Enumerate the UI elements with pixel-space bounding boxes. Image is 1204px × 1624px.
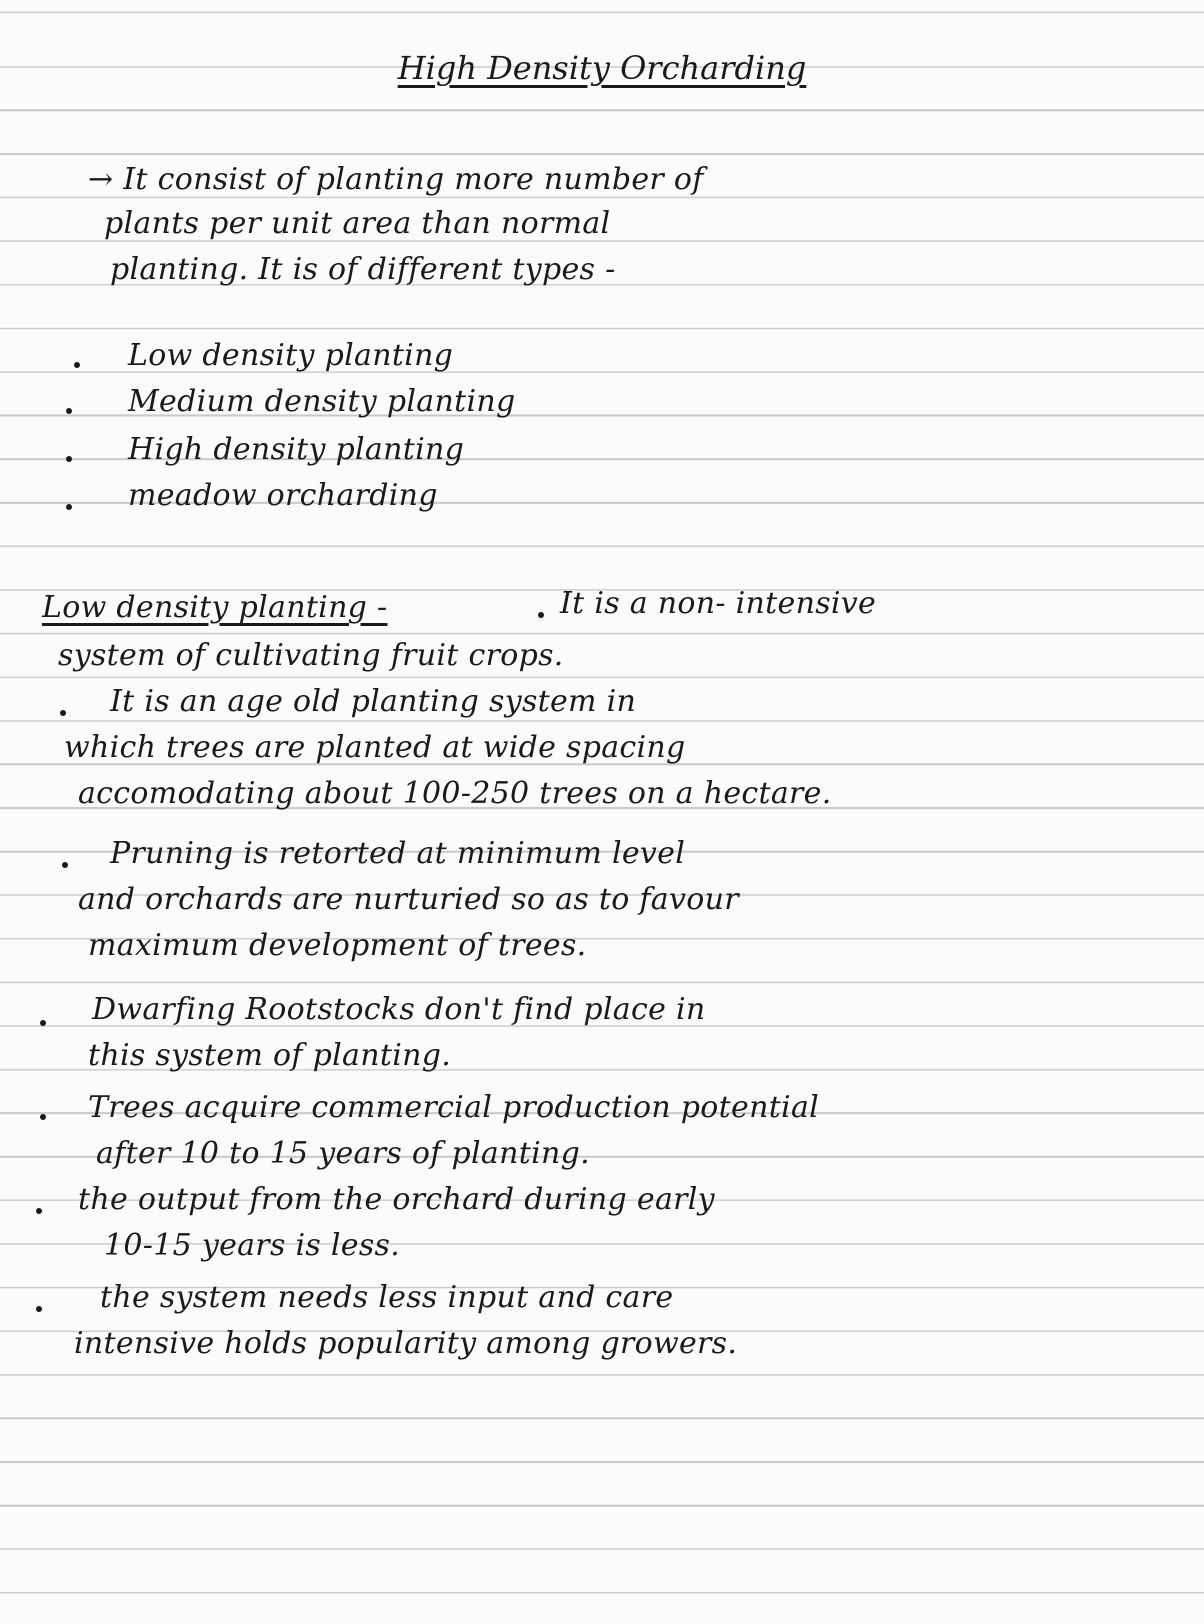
bullet-4-line-1: Trees acquire commercial production potential bbox=[88, 1090, 820, 1125]
bullet-dot bbox=[538, 612, 544, 618]
intro-line-1: → It consist of planting more number of bbox=[88, 162, 704, 197]
type-item-low: Low density planting bbox=[128, 338, 454, 373]
bullet-2-line-1: Pruning is retorted at minimum level bbox=[110, 836, 686, 871]
intro-line-3: planting. It is of different types - bbox=[110, 252, 616, 287]
type-item-high: High density planting bbox=[128, 432, 465, 467]
section-heading-low-density: Low density planting - bbox=[42, 590, 388, 625]
bullet-6-line-2: intensive holds popularity among growers. bbox=[74, 1326, 738, 1361]
page-title-text: High Density Orcharding bbox=[397, 49, 807, 87]
bullet-dot bbox=[40, 1020, 46, 1026]
intro-line-2: plants per unit area than normal bbox=[104, 206, 611, 241]
bullet-dot bbox=[36, 1208, 42, 1214]
bullet-1-line-2: which trees are planted at wide spacing bbox=[64, 730, 686, 765]
section-line-1-rest: It is a non- intensive bbox=[560, 586, 877, 621]
type-item-medium: Medium density planting bbox=[128, 384, 516, 419]
bullet-dot bbox=[60, 710, 66, 716]
bullet-dot bbox=[66, 456, 72, 462]
bullet-dot bbox=[62, 862, 68, 868]
bullet-5-line-2: 10-15 years is less. bbox=[104, 1228, 401, 1263]
page-title bbox=[0, 46, 1204, 90]
bullet-dot bbox=[66, 504, 72, 510]
bullet-dot bbox=[66, 408, 72, 414]
bullet-2-line-3: maximum development of trees. bbox=[88, 928, 587, 963]
bullet-dot bbox=[74, 362, 80, 368]
bullet-6-line-1: the system needs less input and care bbox=[100, 1280, 674, 1315]
section-line-2: system of cultivating fruit crops. bbox=[58, 638, 564, 673]
bullet-4-line-2: after 10 to 15 years of planting. bbox=[96, 1136, 590, 1171]
bullet-1-line-3: accomodating about 100-250 trees on a hectare. bbox=[78, 776, 832, 811]
bullet-5-line-1: the output from the orchard during early bbox=[78, 1182, 715, 1217]
bullet-3-line-2: this system of planting. bbox=[88, 1038, 452, 1073]
bullet-1-line-1: It is an age old planting system in bbox=[110, 684, 637, 719]
bullet-2-line-2: and orchards are nurturied so as to favour bbox=[78, 882, 739, 917]
bullet-dot bbox=[40, 1114, 46, 1120]
bullet-3-line-1: Dwarfing Rootstocks don't find place in bbox=[92, 992, 706, 1027]
type-item-meadow: meadow orcharding bbox=[128, 478, 438, 513]
bullet-dot bbox=[36, 1306, 42, 1312]
